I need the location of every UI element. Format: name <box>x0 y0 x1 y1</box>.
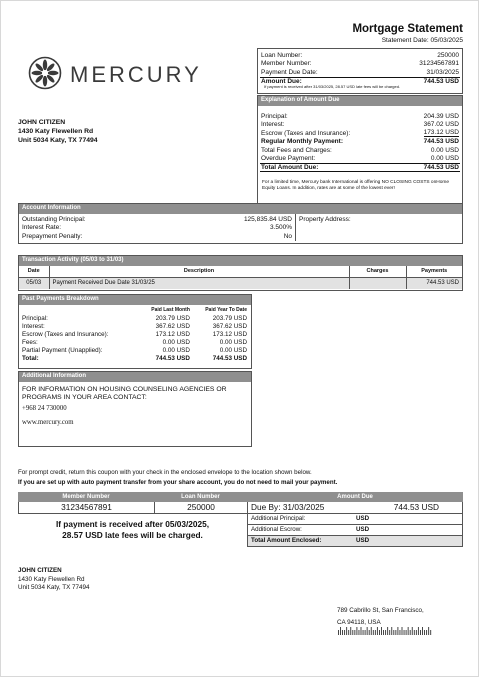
row-label: Additional Principal: <box>251 515 306 523</box>
coupon-due-amount: 744.53 USD <box>393 501 439 512</box>
tx-description: Payment Received Due Date 31/03/25 <box>49 277 349 289</box>
coupon-late-fee <box>18 514 247 547</box>
table-header-row <box>19 306 251 315</box>
column-header: Member Number <box>62 493 110 500</box>
total-amount-due-row <box>260 163 460 172</box>
column-header: Loan Number <box>181 493 220 500</box>
table-row <box>19 323 251 331</box>
row-label: Total Amount Enclosed: <box>251 537 322 545</box>
loan-summary-row <box>258 60 462 69</box>
row-value: 173.12 USD <box>155 331 190 339</box>
row-label: Total: <box>22 355 39 363</box>
remit-street: 789 Cabrillo St, San Francisco, <box>337 607 424 614</box>
table-row <box>19 277 462 289</box>
explanation-row <box>258 155 462 164</box>
row-value: 203.79 USD <box>212 315 247 323</box>
coupon-amount-due <box>248 503 462 513</box>
row-label: Total Fees and Charges: <box>261 146 332 154</box>
row-value: 367.62 USD <box>155 323 190 331</box>
row-label: Principal: <box>261 112 288 120</box>
column-header: Paid Year To Date <box>205 306 247 313</box>
coupon-member-number: 31234567891 <box>19 502 155 513</box>
row-value: 744.53 USD <box>212 355 247 363</box>
borrower-name: JOHN CITIZEN <box>18 119 66 126</box>
row-label: Outstanding Principal: <box>22 215 86 223</box>
account-info-row <box>19 215 295 224</box>
row-label: Regular Monthly Payment: <box>261 138 343 146</box>
mercury-logo <box>28 56 218 92</box>
row-value: 173.12 USD <box>212 331 247 339</box>
coupon-body <box>18 514 463 547</box>
row-label: Interest Rate: <box>22 224 62 232</box>
row-value: USD <box>356 526 370 534</box>
row-label: Interest: <box>22 323 45 331</box>
account-info-row <box>19 232 295 241</box>
row-label: Loan Number: <box>261 51 303 59</box>
past-payments-table <box>19 306 251 363</box>
late-fee-line: 28.57 USD late fees will be charged. <box>62 529 203 540</box>
row-value: 744.53 USD <box>423 138 459 146</box>
row-value: 367.02 USD <box>423 121 459 129</box>
statement-title: Mortgage Statement <box>352 23 463 35</box>
coupon-loan-number: 250000 <box>155 502 248 513</box>
row-label: Escrow (Taxes and Insurance): <box>261 129 351 137</box>
row-label: Additional Escrow: <box>251 526 302 534</box>
logo-wordmark: MERCURY <box>70 62 202 87</box>
row-label: Prepayment Penalty: <box>22 232 83 240</box>
column-header: Charges <box>349 266 406 277</box>
column-header: Paid Last Month <box>151 306 190 313</box>
property-address-label: Property Address: <box>299 216 351 223</box>
mail-city: Unit 5034 Katy, TX 77494 <box>18 584 90 591</box>
late-fee-note: If payment is received after 31/03/2025, 28.57 USD late fees will be charged. <box>264 85 401 89</box>
statement-date: Statement Date: 05/03/2025 <box>381 37 463 44</box>
row-value: 0.00 USD <box>430 155 459 163</box>
table-row <box>19 315 251 323</box>
column-header: Amount Due <box>337 493 373 500</box>
row-label: Total Amount Due: <box>261 163 319 171</box>
promo-text: For a limited time, Mercury bank International is offering NO CLOSING COSTS onHome Equity Loans. In addition, rates are at some of the lowest ever! <box>262 179 450 191</box>
borrower-address <box>18 119 98 145</box>
table-row <box>19 355 251 363</box>
account-info-box <box>18 203 463 244</box>
explanation-row <box>258 112 462 121</box>
row-value: USD <box>356 515 370 523</box>
explanation-row <box>258 146 462 155</box>
row-label: Principal: <box>22 315 48 323</box>
coupon-instruction: For prompt credit, return this coupon with your check in the enclosed envelope to the location shown below. <box>18 469 312 476</box>
payment-coupon <box>18 492 463 547</box>
column-header: Description <box>49 266 349 277</box>
tx-payments: 744.53 USD <box>426 279 459 286</box>
postal-barcode-icon <box>338 627 434 635</box>
remit-address <box>337 605 424 629</box>
explanation-row <box>258 121 462 130</box>
column-header: Date <box>19 266 49 277</box>
past-payments-box <box>18 294 252 369</box>
past-payments-header: Past Payments Breakdown <box>19 295 251 305</box>
auto-pay-instruction: If you are set up with auto payment transfer from your share account, you do not need to mail your payment. <box>18 479 338 486</box>
transaction-header: Transaction Activity (05/03 to 31/03) <box>19 256 462 266</box>
row-value: 31/03/2025 <box>426 68 459 76</box>
row-label: Member Number: <box>261 60 312 68</box>
row-value: USD <box>356 537 370 545</box>
counseling-text: FOR INFORMATION ON HOUSING COUNSELING AGENCIES OR PROGRAMS IN YOUR AREA CONTACT: <box>22 386 227 402</box>
row-label: Payment Due Date: <box>261 68 318 76</box>
row-label: Fees: <box>22 339 38 347</box>
row-value: 125,835.84 USD <box>243 215 292 223</box>
coupon-due-date: Due By: 31/03/2025 <box>251 501 325 512</box>
website-link[interactable]: www.mercury.com <box>22 419 74 427</box>
explanation-header: Explanation of Amount Due <box>258 96 462 106</box>
coupon-values-row <box>18 502 463 514</box>
row-label: Escrow (Taxes and Insurance): <box>22 331 109 339</box>
row-value: 203.79 USD <box>155 315 190 323</box>
transaction-box <box>18 255 463 291</box>
remit-city: CA 94118, USA <box>337 618 381 626</box>
account-info-header: Account Information <box>19 204 462 214</box>
explanation-row <box>258 138 462 147</box>
borrower-city: Unit 5034 Katy, TX 77494 <box>18 136 98 144</box>
mercury-emblem-icon <box>28 56 62 90</box>
row-value: 0.00 USD <box>162 339 190 347</box>
loan-summary-row <box>258 68 462 77</box>
tx-date: 05/03 <box>19 277 49 289</box>
mail-name: JOHN CITIZEN <box>18 567 62 574</box>
additional-info-box <box>18 371 252 447</box>
row-value: 31234567891 <box>419 60 459 68</box>
coupon-additional <box>247 514 463 547</box>
mailing-address <box>18 567 90 593</box>
row-value: 173.12 USD <box>423 129 459 137</box>
table-header-row <box>19 266 462 277</box>
late-fee-line: If payment is received after 05/03/2025, <box>55 519 210 529</box>
coupon-total-row[interactable] <box>248 536 462 547</box>
column-header: Payments <box>421 268 448 275</box>
loan-summary-row <box>258 51 462 60</box>
additional-info-header: Additional Information <box>19 372 251 382</box>
table-row <box>19 339 251 347</box>
borrower-street: 1430 Katy Flewellen Rd <box>18 127 94 135</box>
row-value: 0.00 USD <box>219 339 247 347</box>
row-value: 744.53 USD <box>423 77 459 85</box>
mail-street: 1430 Katy Flewellen Rd <box>18 575 85 583</box>
row-value: 204.39 USD <box>423 112 459 120</box>
tx-charges <box>349 277 406 289</box>
row-label: Partial Payment (Unapplied): <box>22 347 103 355</box>
row-value: 0.00 USD <box>219 347 247 355</box>
row-value: 3.500% <box>269 224 292 232</box>
coupon-extra-row[interactable] <box>248 525 462 536</box>
row-value: 744.53 USD <box>423 163 459 171</box>
transaction-table <box>19 266 462 289</box>
row-value: No <box>283 232 292 240</box>
row-value: 367.62 USD <box>212 323 247 331</box>
table-row <box>19 331 251 339</box>
row-value: 250000 <box>437 51 459 59</box>
row-value: 0.00 USD <box>430 146 459 154</box>
coupon-extra-row[interactable] <box>248 514 462 525</box>
row-value: 744.53 USD <box>155 355 190 363</box>
table-row <box>19 347 251 355</box>
account-info-row <box>19 224 295 233</box>
contact-phone: +968 24 730000 <box>22 405 67 413</box>
row-label: Amount Due: <box>261 77 302 85</box>
amount-due-row <box>260 77 460 86</box>
row-label: Interest: <box>261 121 285 129</box>
explanation-box <box>257 95 463 204</box>
row-value: 0.00 USD <box>162 347 190 355</box>
loan-summary-box <box>257 48 463 94</box>
explanation-row <box>258 129 462 138</box>
coupon-header-row <box>18 492 463 502</box>
row-label: Overdue Payment: <box>261 155 316 163</box>
